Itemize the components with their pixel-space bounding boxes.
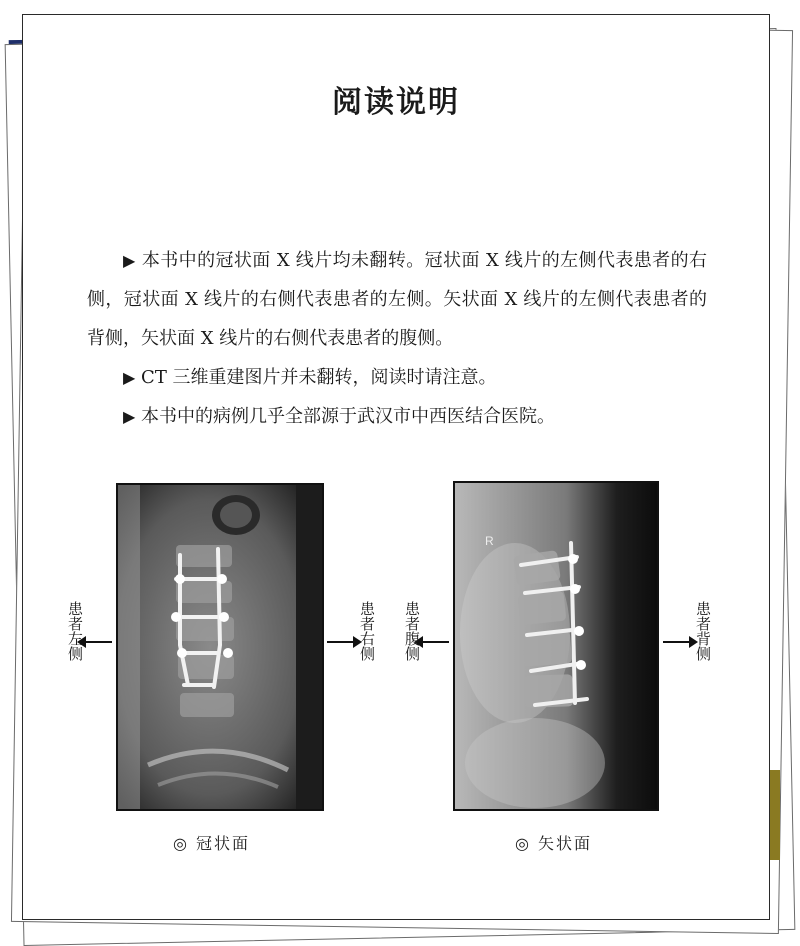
coronal-xray-image bbox=[116, 483, 324, 811]
sagittal-caption: ◎ 矢状面 bbox=[515, 834, 593, 853]
bullet-icon: ▶ bbox=[123, 407, 136, 426]
coronal-caption: ◎ 冠状面 bbox=[173, 834, 251, 853]
left-arrow-icon bbox=[423, 641, 449, 643]
document-page bbox=[22, 14, 770, 920]
note-paragraph: ▶ CT 三维重建图片并未翻转，阅读时请注意。 bbox=[123, 367, 497, 388]
coronal-right-label: 患者右侧 bbox=[358, 601, 376, 661]
note-paragraph: ▶ 本书中的病例几乎全部源于武汉市中西医结合医院。 bbox=[123, 406, 556, 427]
bullet-icon: ▶ bbox=[123, 368, 136, 387]
left-arrow-icon bbox=[86, 641, 112, 643]
sagittal-xray-image bbox=[453, 481, 659, 811]
page-title: 阅读说明 bbox=[332, 85, 460, 120]
xray-r-marker: R bbox=[485, 534, 494, 548]
coronal-left-label: 患者左侧 bbox=[66, 601, 84, 661]
sagittal-right-label: 患者背侧 bbox=[694, 601, 712, 661]
bullet-icon: ▶ bbox=[123, 251, 136, 270]
reading-notes bbox=[87, 241, 707, 436]
note-paragraph: ▶ 本书中的冠状面 X 线片均未翻转。冠状面 X 线片的左侧代表患者的右侧，冠状面 X 线片的右侧代表患者的左侧。矢状面 X 线片的左侧代表患者的背侧，矢状面 X 线片的右侧代表患者的腹侧。 bbox=[87, 250, 707, 349]
sagittal-left-label: 患者腹侧 bbox=[403, 601, 421, 661]
right-arrow-icon bbox=[327, 641, 353, 643]
right-arrow-icon bbox=[663, 641, 689, 643]
